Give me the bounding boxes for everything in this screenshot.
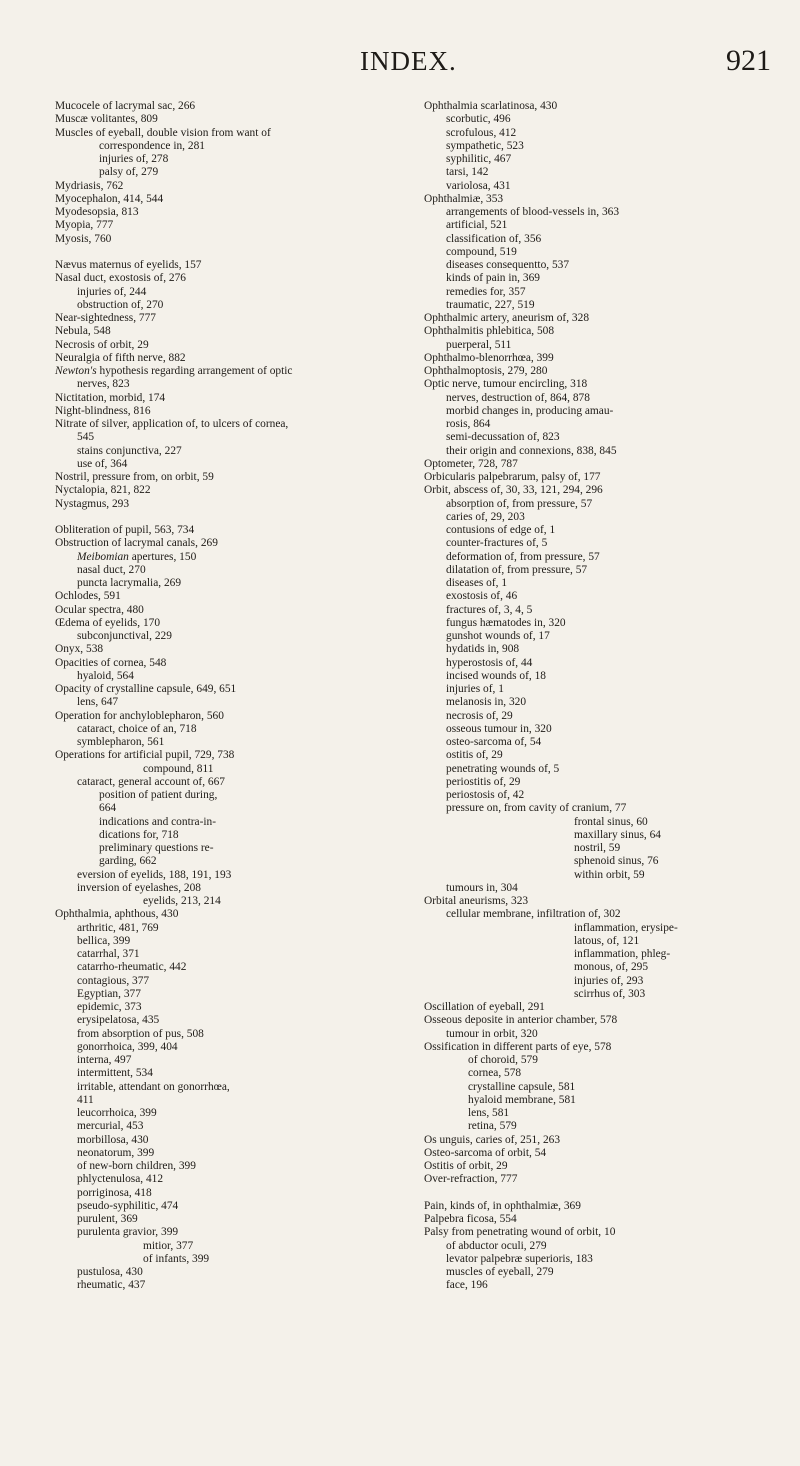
index-subentry: hydatids in, 908: [446, 643, 520, 656]
index-subentry: retina, 579: [468, 1120, 517, 1133]
index-subentry: mitior, 377: [143, 1239, 194, 1252]
index-subentry: of abductor oculi, 279: [446, 1239, 547, 1252]
index-entry: Nictitation, morbid, 174: [55, 391, 166, 404]
index-subentry: of infants, 399: [143, 1252, 210, 1265]
index-subentry: levator palpebræ superioris, 183: [446, 1252, 593, 1265]
index-subentry: syphilitic, 467: [446, 153, 512, 165]
index-entry: Nasal duct, exostosis of, 276: [55, 272, 186, 285]
index-entry: Œdema of eyelids, 170: [55, 616, 161, 629]
index-subentry: ostitis of, 29: [446, 749, 503, 762]
index-subentry: puncta lacrymalia, 269: [77, 577, 182, 589]
index-entry: Mucocele of lacrymal sac, 266: [55, 100, 196, 112]
index-subentry: crystalline capsule, 581: [468, 1080, 576, 1093]
index-entry: Ophthalmia, aphthous, 430: [55, 908, 179, 921]
index-subentry: injuries of, 1: [446, 683, 504, 695]
index-subentry: hyperostosis of, 44: [446, 656, 533, 669]
index-subentry: position of patient during,: [99, 789, 218, 801]
index-subentry: injuries of, 293: [574, 974, 644, 987]
index-subentry: sphenoid sinus, 76: [574, 855, 659, 868]
index-subentry: necrosis of, 29: [446, 709, 513, 722]
index-subentry: hyaloid, 564: [77, 669, 134, 682]
index-subentry: pseudo-syphilitic, 474: [77, 1199, 179, 1212]
index-subentry: fungus hæmatodes in, 320: [446, 616, 566, 629]
index-subentry: subconjunctival, 229: [77, 630, 172, 642]
index-entry: Myodesopsia, 813: [55, 206, 139, 218]
index-subentry: Egyptian, 377: [77, 987, 141, 1000]
index-entry: Operations for artificial pupil, 729, 738: [55, 749, 235, 762]
index-subentry: periostitis of, 29: [446, 775, 521, 788]
index-entry: Optic nerve, tumour encircling, 318: [424, 378, 588, 391]
index-subentry: kinds of pain in, 369: [446, 272, 540, 285]
page-number: 921: [726, 44, 771, 77]
index-entry: Over-refraction, 777: [424, 1173, 518, 1186]
index-subentry: from absorption of pus, 508: [77, 1027, 204, 1040]
index-subentry: caries of, 29, 203: [446, 510, 525, 523]
index-column-left: [55, 100, 400, 1293]
section-gap: [55, 511, 400, 524]
index-subentry: scrofulous, 412: [446, 126, 517, 139]
index-entry: Ocular spectra, 480: [55, 603, 144, 616]
index-subentry: semi-decussation of, 823: [446, 431, 560, 444]
index-subentry: 545: [77, 431, 95, 444]
index-entry: Optometer, 728, 787: [424, 457, 518, 470]
index-subentry: pustulosa, 430: [77, 1266, 143, 1278]
index-entry: Opacity of crystalline capsule, 649, 651: [55, 683, 237, 695]
index-subentry: arthritic, 481, 769: [77, 921, 159, 934]
index-subentry: artificial, 521: [446, 219, 508, 232]
index-entry: Ophthalmo-blenorrhœa, 399: [424, 351, 554, 364]
index-subentry: lens, 581: [468, 1107, 510, 1119]
index-subentry: monous, of, 295: [574, 961, 649, 974]
index-entry: Nebula, 548: [55, 325, 111, 338]
index-subentry: compound, 811: [143, 762, 214, 775]
index-subentry: frontal sinus, 60: [574, 815, 648, 828]
index-subentry: diseases consequentto, 537: [446, 259, 570, 271]
index-entry: Ostitis of orbit, 29: [424, 1160, 508, 1172]
index-subentry: tarsi, 142: [446, 166, 489, 179]
index-entry: Palsy from penetrating wound of orbit, 10: [424, 1226, 616, 1239]
index-entry: Orbit, abscess of, 30, 33, 121, 294, 296: [424, 484, 603, 497]
index-entry: Night-blindness, 816: [55, 404, 151, 417]
index-entry: Myosis, 760: [55, 232, 112, 245]
index-entry: Ophthalmiæ, 353: [424, 192, 504, 205]
index-subentry: absorption of, from pressure, 57: [446, 497, 593, 510]
index-subentry: maxillary sinus, 64: [574, 828, 662, 841]
index-subentry: use of, 364: [77, 457, 128, 470]
index-subentry: erysipelatosa, 435: [77, 1014, 160, 1027]
index-subentry: leucorrhoica, 399: [77, 1107, 157, 1119]
index-subentry: 664: [99, 802, 117, 815]
index-subentry: eyelids, 213, 214: [143, 895, 221, 907]
index-subentry: remedies for, 357: [446, 285, 526, 298]
index-subentry: rheumatic, 437: [77, 1279, 146, 1292]
index-subentry: counter-fractures of, 5: [446, 537, 548, 550]
section-gap: [55, 246, 400, 259]
index-subentry: inflammation, phleg-: [574, 948, 671, 960]
index-entry: Myopia, 777: [55, 219, 114, 232]
index-subentry: traumatic, 227, 519: [446, 298, 535, 311]
index-subentry: purulent, 369: [77, 1213, 138, 1225]
index-subentry: nasal duct, 270: [77, 563, 146, 576]
index-subentry: eversion of eyelids, 188, 191, 193: [77, 868, 232, 881]
index-subentry: correspondence in, 281: [99, 139, 205, 152]
index-subentry: exostosis of, 46: [446, 590, 518, 603]
index-subentry: rosis, 864: [446, 418, 491, 430]
index-entry: Ossification in different parts of eye, 578: [424, 1040, 612, 1053]
index-subentry: stains conjunctiva, 227: [77, 444, 182, 457]
index-subentry: contusions of edge of, 1: [446, 524, 556, 536]
index-subentry: 411: [77, 1093, 94, 1106]
index-entry: Orbicularis palpebrarum, palsy of, 177: [424, 471, 601, 483]
index-subentry: nerves, 823: [77, 378, 130, 391]
index-subentry: classification of, 356: [446, 232, 542, 245]
index-entry: Ophthalmitis phlebitica, 508: [424, 325, 555, 338]
index-subentry: palsy of, 279: [99, 166, 159, 179]
index-entry: Muscles of eyeball, double vision from want of: [55, 126, 271, 139]
index-subentry: Meibomian apertures, 150: [77, 550, 197, 563]
index-entry: Oscillation of eyeball, 291: [424, 1001, 545, 1013]
index-subentry: purulenta gravior, 399: [77, 1226, 179, 1239]
index-subentry: intermittent, 534: [77, 1067, 153, 1080]
index-subentry: indications and contra-in-: [99, 815, 217, 828]
index-subentry: epidemic, 373: [77, 1001, 142, 1013]
index-entry: Neuralgia of fifth nerve, 882: [55, 351, 186, 364]
index-subentry: scorbutic, 496: [446, 113, 511, 126]
index-subentry: porriginosa, 418: [77, 1186, 152, 1199]
index-subentry: of new-born children, 399: [77, 1160, 196, 1172]
index-subentry: pressure on, from cavity of cranium, 77: [446, 802, 627, 815]
index-subentry: bellica, 399: [77, 934, 131, 947]
index-subentry: catarrhal, 371: [77, 948, 140, 960]
index-entry: Osteo-sarcoma of orbit, 54: [424, 1146, 547, 1159]
index-subentry: compound, 519: [446, 245, 517, 258]
index-subentry: gonorrhoica, 399, 404: [77, 1040, 178, 1053]
index-subentry: lens, 647: [77, 696, 119, 709]
index-subentry: tumour in orbit, 320: [446, 1027, 538, 1040]
index-subentry: mercurial, 453: [77, 1120, 144, 1133]
index-entry: Ophthalmia scarlatinosa, 430: [424, 100, 558, 112]
index-subentry: melanosis in, 320: [446, 696, 527, 709]
index-subentry: cornea, 578: [468, 1067, 522, 1080]
index-subentry: latous, of, 121: [574, 934, 640, 947]
index-subentry: gunshot wounds of, 17: [446, 630, 550, 642]
index-subentry: osteo-sarcoma of, 54: [446, 736, 542, 748]
index-subentry: contagious, 377: [77, 974, 150, 987]
index-entry: Nitrate of silver, application of, to ulcers of cornea,: [55, 418, 289, 430]
index-subentry: nerves, destruction of, 864, 878: [446, 391, 590, 404]
index-subentry: irritable, attendant on gonorrhœa,: [77, 1080, 230, 1093]
index-subentry: neonatorum, 399: [77, 1146, 155, 1159]
index-subentry: their origin and connexions, 838, 845: [446, 444, 617, 457]
index-subentry: catarrho-rheumatic, 442: [77, 961, 187, 974]
index-entry: Mydriasis, 762: [55, 179, 124, 192]
index-subentry: sympathetic, 523: [446, 139, 524, 152]
index-entry: Orbital aneurisms, 323: [424, 895, 529, 907]
index-entry: Onyx, 538: [55, 643, 104, 656]
section-gap: [424, 1187, 784, 1200]
index-entry: Obliteration of pupil, 563, 734: [55, 524, 195, 536]
index-column-right: [424, 100, 784, 1293]
index-entry: Palpebra ficosa, 554: [424, 1213, 517, 1225]
index-subentry: injuries of, 244: [77, 285, 147, 298]
index-entry: Nyctalopia, 821, 822: [55, 484, 151, 497]
index-subentry: cataract, choice of an, 718: [77, 722, 197, 735]
index-subentry: of choroid, 579: [468, 1054, 538, 1066]
index-entry: Myocephalon, 414, 544: [55, 192, 164, 205]
index-entry: Ophthalmic artery, aneurism of, 328: [424, 312, 590, 324]
index-subentry: arrangements of blood-vessels in, 363: [446, 206, 620, 218]
index-entry: Osseous deposite in anterior chamber, 578: [424, 1014, 618, 1027]
index-entry: Muscæ volitantes, 809: [55, 113, 158, 126]
index-subentry: deformation of, from pressure, 57: [446, 550, 600, 563]
index-subentry: scirrhus of, 303: [574, 987, 646, 1000]
index-entry: Ophthalmoptosis, 279, 280: [424, 365, 548, 377]
index-subentry: inflammation, erysipe-: [574, 921, 678, 934]
index-subentry: penetrating wounds of, 5: [446, 762, 560, 775]
index-subentry: preliminary questions re-: [99, 842, 214, 854]
index-subentry: incised wounds of, 18: [446, 669, 546, 682]
running-title: INDEX.: [360, 46, 457, 76]
index-subentry: diseases of, 1: [446, 577, 508, 589]
index-subentry: phlyctenulosa, 412: [77, 1173, 164, 1186]
index-subentry: morbillosa, 430: [77, 1133, 149, 1146]
index-entry: Ochlodes, 591: [55, 590, 121, 603]
index-subentry: nostril, 59: [574, 842, 621, 854]
index-entry: Operation for anchyloblepharon, 560: [55, 709, 224, 722]
index-subentry: fractures of, 3, 4, 5: [446, 603, 533, 616]
index-subentry: puerperal, 511: [446, 338, 512, 351]
index-subentry: variolosa, 431: [446, 179, 511, 192]
index-subentry: cataract, general account of, 667: [77, 775, 225, 788]
index-subentry: injuries of, 278: [99, 153, 169, 165]
index-subentry: periostosis of, 42: [446, 789, 525, 801]
index-subentry: hyaloid membrane, 581: [468, 1093, 576, 1106]
index-subentry: cellular membrane, infiltration of, 302: [446, 908, 621, 921]
index-entry: Newton's hypothesis regarding arrangement of optic: [55, 365, 293, 377]
index-subentry: face, 196: [446, 1279, 488, 1292]
index-entry: Nævus maternus of eyelids, 157: [55, 259, 202, 271]
index-entry: Os unguis, caries of, 251, 263: [424, 1133, 561, 1146]
index-subentry: within orbit, 59: [574, 868, 645, 881]
index-subentry: morbid changes in, producing amau-: [446, 404, 614, 417]
page-header: [0, 24, 800, 84]
index-subentry: osseous tumour in, 320: [446, 722, 552, 735]
index-subentry: dilatation of, from pressure, 57: [446, 563, 588, 576]
index-subentry: inversion of eyelashes, 208: [77, 881, 202, 894]
index-entry: Necrosis of orbit, 29: [55, 338, 149, 351]
index-subentry: symblepharon, 561: [77, 736, 165, 748]
index-entry: Pain, kinds of, in ophthalmiæ, 369: [424, 1199, 581, 1212]
index-entry: Obstruction of lacrymal canals, 269: [55, 537, 218, 550]
index-entry: Nystagmus, 293: [55, 497, 130, 510]
index-subentry: tumours in, 304: [446, 881, 518, 894]
index-entry: Opacities of cornea, 548: [55, 656, 167, 669]
index-subentry: obstruction of, 270: [77, 298, 164, 311]
index-entry: Near-sightedness, 777: [55, 312, 156, 324]
index-subentry: interna, 497: [77, 1054, 132, 1066]
index-subentry: dications for, 718: [99, 828, 179, 841]
index-subentry: muscles of eyeball, 279: [446, 1266, 554, 1278]
index-entry: Nostril, pressure from, on orbit, 59: [55, 471, 214, 483]
index-subentry: garding, 662: [99, 855, 157, 868]
